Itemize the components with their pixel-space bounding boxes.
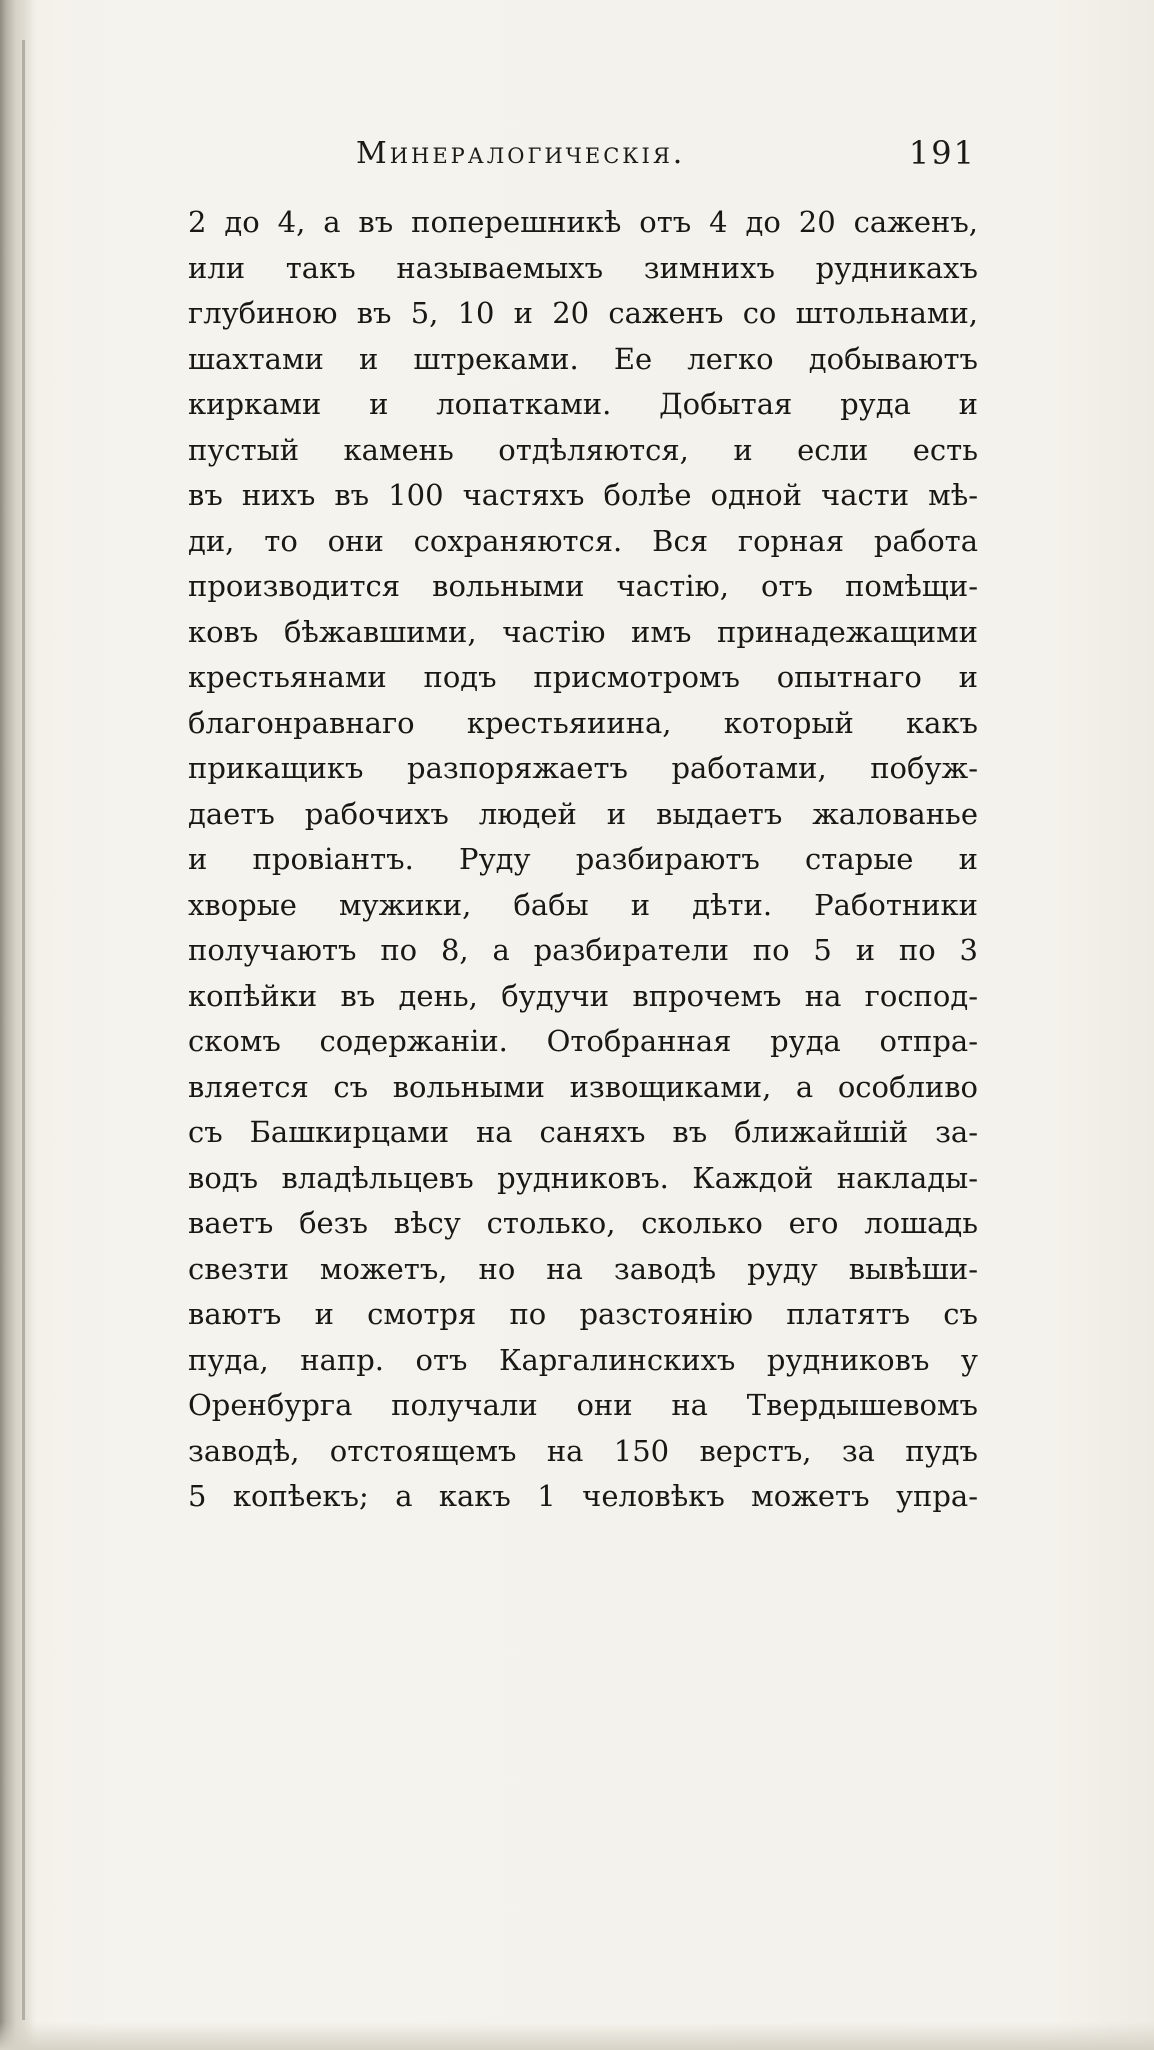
text-line: и провіантъ. Руду разбираютъ старые и	[188, 842, 978, 876]
text-line: копѣйки въ день, будучи впрочемъ на господ-	[188, 978, 978, 1013]
page-header	[186, 132, 976, 182]
text-line: ваютъ и смотря по разстоянію платятъ съ	[188, 1297, 978, 1331]
text-line: благонравнаго крестьяиина, который какъ	[188, 705, 978, 740]
page-number: 191	[908, 134, 976, 172]
text-line: водъ владѣльцевъ рудниковъ. Каждой наклады-	[188, 1160, 978, 1195]
text-line: ди, то они сохраняются. Вся горная работа	[188, 523, 978, 558]
text-line: ковъ бѣжавшими, частію имъ принадежащими	[188, 614, 978, 649]
text-line: Оренбурга получали они на Твердышевомъ	[188, 1388, 978, 1422]
text-line: съ Башкирцами на саняхъ въ ближайшій за-	[188, 1115, 978, 1149]
text-line: свезти можетъ, но на заводѣ руду вывѣши-	[188, 1251, 978, 1286]
text-line: въ нихъ въ 100 частяхъ болѣе одной части мѣ-	[188, 478, 978, 512]
text-line: пуда, напр. отъ Каргалинскихъ рудниковъ у	[188, 1342, 978, 1377]
text-line: производится вольными частію, отъ помѣщи-	[188, 569, 978, 603]
text-line: скомъ содержаніи. Отобранная руда отпра-	[188, 1024, 978, 1058]
running-head: Минералогическія.	[356, 136, 686, 171]
text-line: ваетъ безъ вѣсу столько, сколько его лошадь	[188, 1206, 978, 1240]
binding-crease	[22, 40, 25, 2020]
text-line: пустый камень отдѣляются, и если есть	[188, 432, 978, 467]
text-line: заводѣ, отстоящемъ на 150 верстъ, за пудъ	[188, 1433, 978, 1468]
text-line: 2 до 4, а въ поперешникѣ отъ 4 до 20 саженъ,	[188, 205, 978, 239]
body-text	[188, 200, 978, 1600]
text-line: 5 копѣекъ; а какъ 1 человѣкъ можетъ упра-	[188, 1479, 978, 1513]
page-bottom-edge	[0, 2022, 1154, 2050]
text-line: глубиною въ 5, 10 и 20 саженъ со штольнами,	[188, 296, 978, 330]
text-line: шахтами и штреками. Ее легко добываютъ	[188, 341, 978, 376]
text-line: крестьянами подъ присмотромъ опытнаго и	[188, 660, 978, 694]
text-line: хворые мужики, бабы и дѣти. Работники	[188, 887, 978, 922]
text-line: даетъ рабочихъ людей и выдаетъ жалованье	[188, 796, 978, 831]
text-line: или такъ называемыхъ зимнихъ рудникахъ	[188, 250, 978, 285]
text-line: получаютъ по 8, а разбиратели по 5 и по 3	[188, 933, 978, 967]
text-line: вляется съ вольными извощиками, а особливо	[188, 1069, 978, 1104]
binding-shadow	[0, 0, 34, 2050]
text-line: прикащикъ разпоряжаетъ работами, побуж-	[188, 751, 978, 785]
text-line: кирками и лопатками. Добытая руда и	[188, 387, 978, 421]
